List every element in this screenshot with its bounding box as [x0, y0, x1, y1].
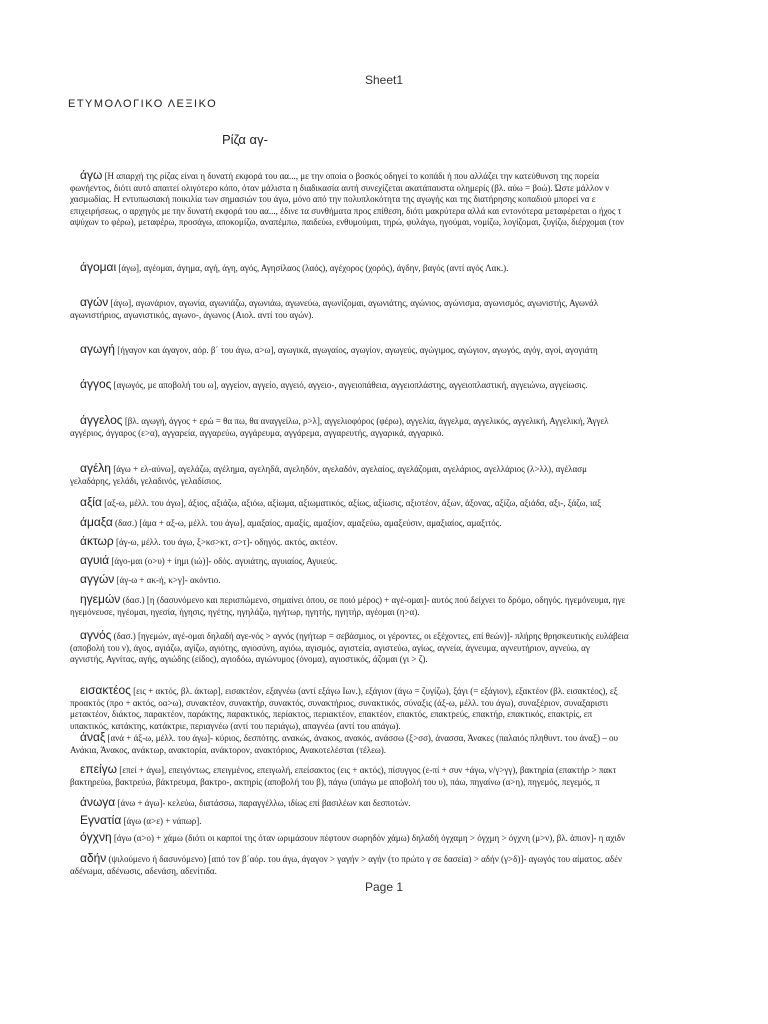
entry-text: [βλ. αγωγή, άγγος + ερώ = θα πω, θα αναγγείλω, ρ>λ], αγγελιοφόρος (φέρω), αγγελία, άγγελμα, αγγελικός, αγγελική, Αγγελική, Άγγελ	[124, 416, 609, 426]
entry-line	[70, 732, 768, 745]
entry-text: [άγ-ω + ακ-ή, κ>γ]- ακόντιο.	[116, 575, 221, 585]
dictionary-entry	[70, 415, 768, 439]
entry-line	[70, 206, 768, 218]
entry-headword: αγυιά	[80, 555, 110, 567]
entry-text: (δασ.) [η (δασυνόμενο και περισπώμενο, σημαίνει όπου, σε ποιό μέρος) + αγέ-ομαι]- αυτός πού δείχνει το δρόμο, οδηγός. ηγεμόνευμα, ηγε	[122, 595, 626, 605]
entry-text: [ήγαγον και άγαγον, αόρ. β΄ του άγω, α>ω], αγωγικά, αγωγαίος, αγωγίον, αγωγεύς, αγώγιμος, αγώγιον, αγωγός, αγόγ, αγοί, αγογιάτη	[117, 345, 598, 355]
entry-text: γελαδάρης, γελάδι, γελαδινός, γελαδίσιος.	[70, 475, 222, 486]
entry-text: επιχειρήσεως, ο αρχηγός με την δυνατή εκφορά του αα..., έδινε τα συνθήματα προς επίθεση, διότι μακρύτερα αλλά και εντονότερα μεταφέρεται ο ήχος τ	[70, 205, 622, 216]
dictionary-entry	[70, 853, 768, 877]
entry-line	[70, 170, 768, 183]
dictionary-entry	[70, 815, 768, 828]
dictionary-entry	[70, 732, 768, 756]
dictionary-entry	[70, 344, 768, 357]
entry-text: [αξ-ω, μέλλ. του άγω], άξιος, αξιάζω, αξιόω, αξίωμα, αξιωματικός, αξίως, αξίωσις, αξιοτέον, άξων, άξονας, αξίζω, αξιάδα, αξι-, ξάζω, ιαξ	[104, 498, 602, 508]
entry-text: [άγω], αγέομαι, άγημα, αγή, άγη, αγός, Αγησίλαος (λαός), αγέχορος (χορός), άγδην, βαγός (αντί αγός Λακ.).	[118, 263, 509, 273]
root-heading: Ρίζα αγ-	[222, 132, 268, 147]
entry-text: προακτός (προ + ακτός, οα>ω), συνακτέον, συνακτήρ, συνακτός, συνακτήριος, συνακτικός, σύναξις (άξ-ω, μέλλ. του άγω), συναξέριον, συναξαριστι	[70, 697, 609, 708]
entry-line	[70, 217, 768, 229]
entry-text: αγνιστής, Αγνίτας, αγής, αγιώδης (είδος), αγιοδόω, αγιώνυμος (όνομα), αγιοστικός, άζομαι (γι > ζ).	[70, 654, 428, 664]
entry-line	[70, 866, 768, 878]
entry-headword: άγγος	[80, 379, 112, 391]
entry-text: [άγ-ω, μέλλ. του άγω, ξ>κσ>κτ, σ>τ]- οδηγός. ακτός, ακτέον.	[115, 537, 338, 547]
entry-headword: εισακτέος	[80, 685, 131, 697]
entry-line	[70, 594, 768, 607]
entry-text: [Η απαρχή της ρίζας είναι η δυνατή εκφορά του αα..., με την οποία ο βοσκός οδηγεί το κοπάδι ή που αλλάζει την κατεύθυνση της πορεία	[104, 171, 600, 181]
entry-text: αψύχων το φέρω), μεταφέρω, προσάγω, αποκομίζω, αναπέμπω, παιδεύω, ενθυμούμαι, τηρώ, φυλάγω, ηγούμαι, νομίζω, λογίζομαι, ζυγίζω, διέρχομαι (τον	[70, 217, 624, 227]
entry-line	[70, 630, 768, 643]
entry-line	[70, 832, 768, 845]
entry-text: [άγω (α>ο) + χάμω (διότι οι καρποί της όταν ωριμάσουν πέφτουν σωρηδόν χάμω) δηλαδή όγχαμη > όγχμη > όγχνη (μ>ν), βλ. άπιον]- η αχιδν	[113, 833, 626, 843]
entry-line	[70, 415, 768, 428]
entry-text: (ψιλούμενο ή δασυνόμενο) [από τον β΄αόρ. του άγω, άγαγον > γαγήν > αγήν (το πρώτο γ σε δασεία) > αδήν (γ>δ)]- αγωγός του αίματος. αδέν	[108, 854, 622, 864]
entry-line	[70, 574, 768, 587]
entry-headword: άναξ	[80, 732, 106, 744]
entry-line	[70, 262, 768, 275]
entry-headword: αγέλη	[80, 463, 111, 475]
entry-line	[70, 379, 768, 392]
entry-line	[70, 721, 768, 733]
entry-text: φωνήεντος, διότι αυτό απαιτεί ολιγότερο κόπο, όταν μάλιστα η διαδικασία αυτή συνεχίζεται ακατάπαυστα ολημερίς (βλ. αύω = βοώ). Ώστε μάλλον ν	[70, 182, 610, 193]
dictionary-entry	[70, 463, 768, 487]
entry-headword: Εγνατία	[80, 815, 122, 827]
entry-line	[70, 310, 768, 322]
entry-text: (δασ.) [άμα + αξ-ω, μέλλ. του άγω], αμαξαίος, αμαξίς, αμαξίον, αμαξεύω, αμαξεύσιν, αμαξιαίος, αμαξιτός.	[115, 518, 502, 528]
entry-line	[70, 428, 768, 440]
entry-line	[70, 777, 768, 789]
dictionary-entry	[70, 517, 768, 530]
dictionary-entry	[70, 832, 768, 845]
entry-headword: αξία	[80, 497, 102, 509]
entry-line	[70, 344, 768, 357]
entry-headword: όγχνη	[80, 832, 112, 844]
entry-line	[70, 517, 768, 530]
entry-headword: άκτωρ	[80, 536, 114, 548]
dictionary-entry	[70, 555, 768, 568]
entry-text: βακτηρεύω, βακτρεύω, βάκτρευμα, βακτρο-, ακτηρίς (αποβολή του β), πάγω (υπάγω με αποβολή του υ), πάω, πηγαίνω (α>η), πηγεμός, πεγεμός, π	[70, 776, 600, 787]
document-title: ΕΤΥΜΟΛΟΓΙΚΟ ΛΕΞΙΚΟ	[68, 98, 218, 110]
entry-line	[70, 463, 768, 476]
dictionary-entry	[70, 797, 768, 810]
entry-text: [άγω + ελ-αύνω], αγελάζω, αγέλημα, αγεληδά, αγεληδόν, αγελαδόν, αγελαίος, αγελάζομαι, αγελάριος, αγελλάριος (λ>λλ), αγέλασμ	[113, 464, 587, 474]
entry-text: αδένωμα, αδένωσις, αδενάση, αδενίτιδα.	[70, 865, 217, 876]
entry-text: (δασ.) [ηγεμών, αγέ-ομαι δηλαδή αγε-νός > αγνός (ηγήτωρ = σεβάσμιος, οι γέροντες, οι εξέχοντες, επί θεών)]- πλήρης θρησκευτικής ευλάβεια	[113, 631, 629, 641]
entry-headword: αγών	[80, 297, 109, 309]
dictionary-entry	[70, 764, 768, 788]
dictionary-entry	[70, 685, 768, 732]
entry-headword: αγγών	[80, 574, 115, 586]
entry-text: [επεί + άγω], επειγόντως, επειγμένος, επειγωλή, επείσακτος (εις + ακτός), πίσυγγος (ε-πί + συν +άγω, ν/γ>γγ), βακτηρία (επακτήρ > πακτ	[119, 765, 617, 775]
entry-text: [άγω (α>ε) + νάπωρ].	[123, 816, 202, 826]
entry-line	[70, 476, 768, 488]
page-number: Page 1	[364, 880, 404, 894]
entry-line	[70, 853, 768, 866]
entry-line	[70, 497, 768, 510]
entry-line	[70, 297, 768, 310]
entry-line	[70, 183, 768, 195]
entry-headword: αγωγή	[80, 344, 115, 356]
entry-line	[70, 709, 768, 721]
entry-text: (αποβολή του ν), άγος, αγιάζω, αγίζω, αγιότης, αγιοσύνη, αγιόω, αγισμός, αγιστεία, αγιστεύω, αγίως, αγνεία, άγνευμα, αγνευτήριον, αγνεύω, αγ	[70, 642, 590, 653]
dictionary-entry	[70, 594, 768, 618]
entry-text: [εις + ακτός, βλ. άκτωρ], εισακτέον, εξαγνέω (αντί εξάγω Ιων.), εξάγιον (άγω = ζυγίζω), ξάγι (= εξάγιον), εξακτέον (βλ. εισακτέος), εξ	[133, 686, 618, 696]
entry-line	[70, 555, 768, 568]
entry-text: [άνω + άγω]- κελεύω, διατάσσω, παραγγέλλω, ιδίως επί βασιλέων και δεσποτών.	[117, 798, 411, 808]
dictionary-entry	[70, 262, 768, 275]
dictionary-entry	[70, 170, 768, 229]
dictionary-entry	[70, 497, 768, 510]
entry-headword: άγω	[80, 170, 103, 182]
dictionary-entry	[70, 297, 768, 321]
entry-text: αγωνιστήριος, αγωνιστικός, αγωνο-, άγωνος (Αιολ. αντί του αγών).	[70, 309, 314, 320]
entry-line	[70, 194, 768, 206]
entry-headword: αδήν	[80, 853, 107, 865]
entry-headword: άγγελος	[80, 415, 123, 427]
entry-headword: αγνός	[80, 630, 112, 642]
dictionary-entry	[70, 630, 768, 666]
entry-text: [αγωγός, με αποβολή του ω], αγγείον, αγγείο, αγγειό, αγγειο-, αγγειοπάθεια, αγγειοπλάστης, αγγειοπλαστική, αγγειώνω, αγγείωσις.	[113, 380, 588, 390]
entry-text: μετακτέον, διάκτος, παρακτέον, παράκτης, παρακτικός, περίακτος, περιακτέον, επακτέον, επακτός, επακτρεύς, επακτήρ, επακτικός, επακτρίς, επ	[70, 709, 593, 719]
entry-text: αγγέριος, άγγαρος (ε>α), αγγαρεία, αγγαρεύω, αγγάρευμα, αγγάρεμα, αγγαρευτής, αγγαρικά, αγγαρικό.	[70, 427, 444, 438]
entry-headword: άνωγα	[80, 797, 116, 809]
entry-text: χασμωδίας. Η εντυπωσιακή ποικιλία των σημασιών του άγω, μόνο από την πολυπλοκότητα της αγωγής και της διατήρησης κοπαδιού μπορεί να ε	[70, 194, 596, 204]
entry-line	[70, 536, 768, 549]
entry-line	[70, 607, 768, 619]
entry-headword: ηγεμών	[80, 594, 121, 606]
entry-text: ηγεμόνευσε, ηγέομαι, ηγεσία, ήγησις, ηγέτης, ηγηλάζω, ηγήτωρ, ηγητής, ηγητήρ, αγέομαι (η>α).	[70, 606, 420, 617]
entry-line	[70, 815, 768, 828]
dictionary-entry	[70, 379, 768, 392]
entry-headword: άγομαι	[80, 262, 117, 274]
entry-line	[70, 654, 768, 666]
entry-headword: άμαξα	[80, 517, 113, 529]
entry-line	[70, 698, 768, 710]
dictionary-entry	[70, 536, 768, 549]
entry-text: υπακτικός, κατάκτης, κατάκτριε, περιαγνέω (αντί του περιάγω), απαγνέω (αντί του απάγω).	[70, 720, 401, 731]
dictionary-entry	[70, 574, 768, 587]
entry-line	[70, 745, 768, 757]
entry-headword: επείγω	[80, 764, 118, 776]
entry-line	[70, 685, 768, 698]
sheet-title: Sheet1	[364, 73, 404, 87]
entry-text: [ανά + άξ-ω, μέλλ. του άγω]- κύριος, δεσπότης. ανακώς, άνακος, ανακός, ανάσσω (ξ>σσ), άνασσα, Άνακες (παλαιός πληθυντ. του άναξ) – ου	[107, 733, 618, 743]
entry-line	[70, 764, 768, 777]
entry-text: [άγο-μαι (ο>υ) + ίημι (ιώ)]- οδός. αγυιάτης, αγυιαίος, Αγυιεύς.	[111, 556, 338, 566]
entry-line	[70, 797, 768, 810]
entry-text: [άγω], αγωνάριον, αγωνία, αγωνιάζω, αγωνιάω, αγωνεύω, αγωνίζομαι, αγωνιάτης, αγώνιος, αγώνισμα, αγωνισμός, αγωνιστής, Αγωνάλ	[110, 298, 599, 308]
entry-text: Ανάκια, Άνακος, ανάκτωρ, ανακτορία, ανάκτορον, ανακτόριος, Ανακοτελέσται (τέλεω).	[70, 744, 387, 755]
entry-line	[70, 643, 768, 655]
